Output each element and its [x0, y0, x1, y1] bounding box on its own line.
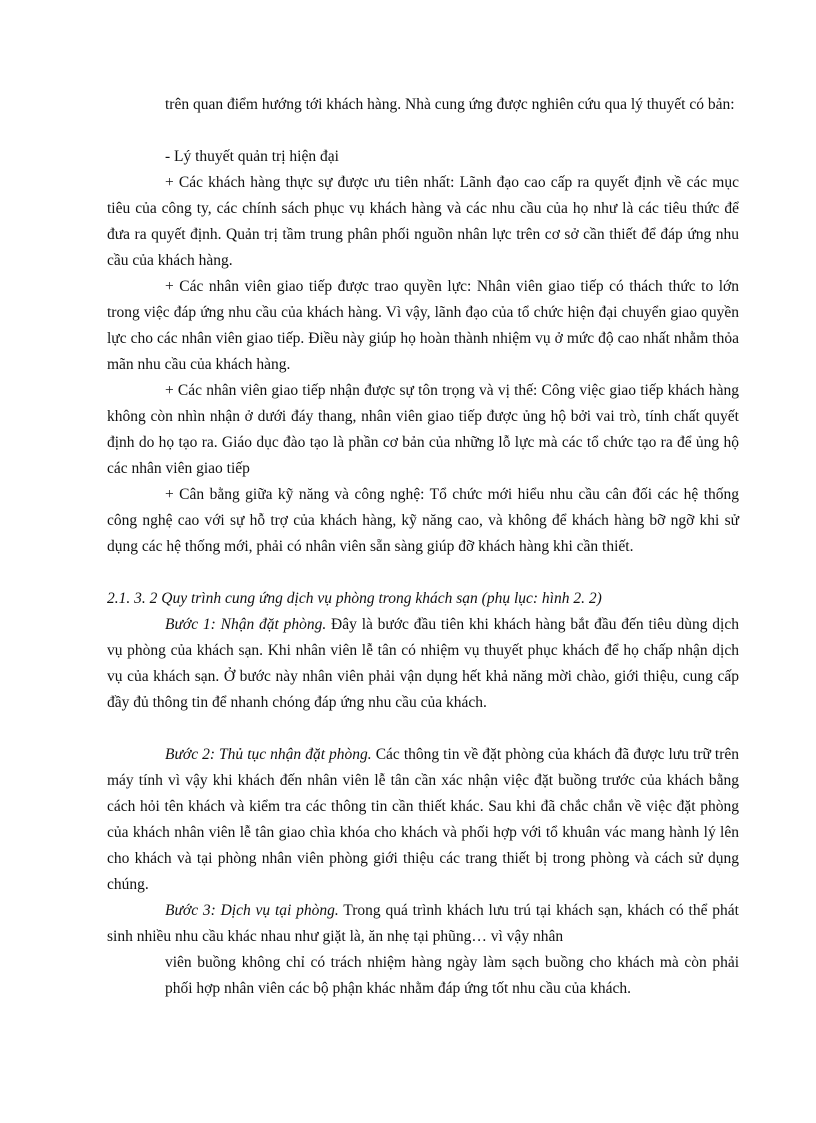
theory-bullet: - Lý thuyết quản trị hiện đại	[165, 148, 339, 165]
customers-paragraph: + Các khách hàng thực sự được ưu tiên nhất: Lãnh đạo cao cấp ra quyết định về các mục tiêu của công ty, các chính sách phục vụ khách hàng và các nhu cầu của họ như là các tiêu thức để đưa ra quyết định. Quản trị tầm trung phân phối nguồn nhân lực trên cơ sở cần thiết để đáp ứng nhu cầu của khách hàng.	[107, 174, 739, 269]
step2-label: Bước 2: Thủ tục nhận đặt phòng.	[165, 746, 372, 763]
intro-paragraph: trên quan điểm hướng tới khách hàng. Nhà cung ứng được nghiên cứu qua lý thuyết có bản:	[165, 96, 735, 113]
step3-continuation-text: viên buồng không chỉ có trách nhiệm hàng ngày làm sạch buồng cho khách mà còn phải phối hợp nhân viên các bộ phận khác nhằm đáp ứng tốt nhu cầu của khách.	[165, 954, 739, 997]
empowered-staff-paragraph: + Các nhân viên giao tiếp được trao quyền lực: Nhân viên giao tiếp có thách thức to lớn trong việc đáp ứng nhu cầu của khách hàng. Vì vậy, lãnh đạo của tổ chức hiện đại chuyển giao quyền lực cho các nhân viên giao tiếp. Điều này giúp họ hoàn thành nhiệm vụ ở mức độ cao nhất nhằm thỏa mãn nhu cầu của khách hàng.	[107, 278, 739, 373]
step3-continuation	[165, 950, 739, 1002]
step3-text: Trong quá trình khách lưu trú tại khách sạn, khách có thể phát sinh nhiều nhu cầu khác nhau như giặt là, ăn nhẹ tại phũng… vì vậy nhân	[107, 902, 739, 945]
step1-label: Bước 1: Nhận đặt phòng.	[165, 616, 327, 633]
section-heading: 2.1. 3. 2 Quy trình cung ứng dịch vụ phòng trong khách sạn (phụ lục: hình 2. 2)	[107, 590, 602, 607]
step1-text: Đây là bước đầu tiên khi khách hàng bắt đầu đến tiêu dùng dịch vụ phòng của khách sạn. Khi nhân viên lễ tân có nhiệm vụ thuyết phục khách để họ chấp nhận dịch vụ của khách sạn. Ở bước này nhân viên phải vận dụng hết khả năng mời chào, giới thiệu, cung cấp đầy đủ thông tin để nhanh chóng đáp ứng nhu cầu của khách.	[107, 616, 739, 711]
step3-paragraph	[107, 898, 739, 950]
step2-text: Các thông tin về đặt phòng của khách đã được lưu trữ trên máy tính vì vậy khi khách đến nhân viên lễ tân cần xác nhận việc đặt buồng trước của khách bằng cách hỏi tên khách và kiểm tra các thông tin cần thiết khác. Sau khi đã chắc chắn về việc đặt phòng của khách nhân viên lễ tân giao chìa khóa cho khách và phối hợp với tổ khuân vác mang hành lý lên cho khách và tại phòng nhân viên phòng giới thiệu các trang thiết bị trong phòng và cách sử dụng chúng.	[107, 746, 739, 893]
step1-paragraph	[107, 612, 739, 716]
balance-paragraph: + Cân bằng giữa kỹ năng và công nghệ: Tổ chức mới hiểu nhu cầu cân đối các hệ thống công nghệ cao với sự hỗ trợ của khách hàng, kỹ năng cao, và không để khách hàng bỡ ngỡ khi sử dụng các hệ thống mới, phải có nhân viên sẵn sàng giúp đỡ khách hàng khi cần thiết.	[107, 486, 739, 555]
step2-paragraph	[107, 742, 739, 898]
respected-staff-paragraph: + Các nhân viên giao tiếp nhận được sự tôn trọng và vị thế: Công việc giao tiếp khách hàng không còn nhìn nhận ở dưới đáy thang, nhân viên giao tiếp được ủng hộ bởi vai trò, tính chất quyết định do họ tạo ra. Giáo dục đào tạo là phần cơ bản của những lỗ lực mà các tổ chức tạo ra để ủng hộ các nhân viên giao tiếp	[107, 382, 739, 477]
step3-label: Bước 3: Dịch vụ tại phòng.	[165, 902, 339, 919]
